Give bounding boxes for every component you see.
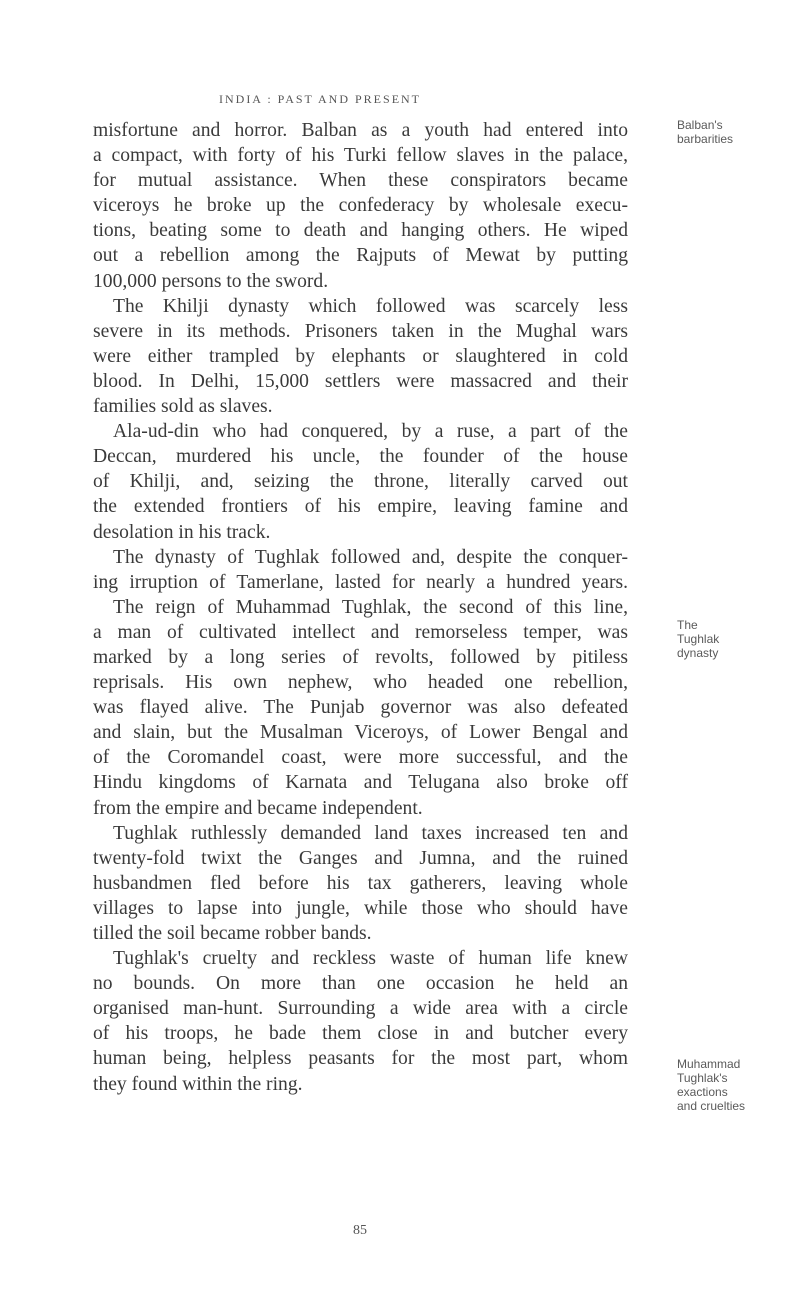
text-line: from the empire and became independent. <box>93 797 423 819</box>
text-line: the extended frontiers of his empire, leaving famine and <box>93 496 628 518</box>
text-line: of his troops, he bade them close in and butcher every <box>93 1023 628 1045</box>
text-line: 100,000 persons to the sword. <box>93 270 329 292</box>
text-line: marked by a long series of revolts, followed by pitiless <box>93 646 628 668</box>
text-line: of Khilji, and, seizing the throne, literally carved out <box>93 471 628 493</box>
text-line: were either trampled by elephants or slaughtered in cold <box>93 345 628 367</box>
text-line: The reign of Muhammad Tughlak, the second of this line, <box>113 596 628 618</box>
text-line: and slain, but the Musalman Viceroys, of Lower Bengal and <box>93 722 628 744</box>
text-line: The dynasty of Tughlak followed and, despite the conquer- <box>113 546 628 568</box>
margin-note-line: Tughlak <box>677 632 720 646</box>
margin-note-muhammad-tughlak <box>677 1057 787 1113</box>
margin-note-line: The <box>677 618 698 632</box>
margin-note-line: Muhammad <box>677 1057 741 1071</box>
text-line: no bounds. On more than one occasion he held an <box>93 973 628 995</box>
page-number: 85 <box>353 1223 367 1238</box>
text-line: Tughlak's cruelty and reckless waste of human life knew <box>113 948 628 970</box>
text-line: was flayed alive. The Punjab governor was also defeated <box>93 697 628 719</box>
text-line: misfortune and horror. Balban as a youth had entered into <box>93 120 628 141</box>
text-line: out a rebellion among the Rajputs of Mewat by putting <box>93 245 628 267</box>
text-line: a man of cultivated intellect and remorseless temper, was <box>93 621 628 643</box>
text-line: Hindu kingdoms of Karnata and Telugana also broke off <box>93 772 628 794</box>
margin-note-line: and cruelties <box>677 1099 746 1113</box>
text-line: Deccan, murdered his uncle, the founder of the house <box>93 446 628 468</box>
text-line: tions, beating some to death and hanging others. He wiped <box>93 220 628 242</box>
text-line: blood. In Delhi, 15,000 settlers were massacred and their <box>93 370 628 392</box>
margin-note-line: exactions <box>677 1085 728 1099</box>
text-line: desolation in his track. <box>93 521 271 543</box>
text-line: husbandmen fled before his tax gatherers, leaving whole <box>93 872 628 894</box>
margin-note-balban <box>677 118 787 146</box>
text-line: severe in its methods. Prisoners taken in the Mughal wars <box>93 320 628 342</box>
margin-note-tughlak-dynasty <box>677 618 787 660</box>
text-line: reprisals. His own nephew, who headed one rebellion, <box>93 672 628 694</box>
text-line: ing irruption of Tamerlane, lasted for nearly a hundred years. <box>93 571 628 593</box>
margin-note-line: dynasty <box>677 646 719 660</box>
text-line: The Khilji dynasty which followed was scarcely less <box>113 295 628 317</box>
text-line: of the Coromandel coast, were more successful, and the <box>93 747 628 769</box>
text-line: viceroys he broke up the confederacy by wholesale execu- <box>93 195 628 217</box>
text-line: twenty-fold twixt the Ganges and Jumna, and the ruined <box>93 847 628 869</box>
text-line: Tughlak ruthlessly demanded land taxes increased ten and <box>113 822 628 844</box>
margin-note-line: Balban's <box>677 118 723 132</box>
text-line: Ala-ud-din who had conquered, by a ruse, a part of the <box>113 421 628 443</box>
text-line: tilled the soil became robber bands. <box>93 923 372 944</box>
running-head: INDIA : PAST AND PRESENT <box>218 92 422 106</box>
text-line: a compact, with forty of his Turki fellow slaves in the palace, <box>93 145 628 167</box>
margin-note-line: Tughlak's <box>677 1071 728 1085</box>
margin-note-line: barbarities <box>677 132 734 146</box>
text-line: organised man-hunt. Surrounding a wide area with a circle <box>93 998 628 1020</box>
text-line: villages to lapse into jungle, while those who should have <box>93 897 628 919</box>
text-line: for mutual assistance. When these conspirators became <box>93 170 628 192</box>
text-line: human being, helpless peasants for the most part, whom <box>93 1048 628 1070</box>
text-line: they found within the ring. <box>93 1073 303 1095</box>
body-text <box>93 118 628 1097</box>
text-line: families sold as slaves. <box>93 396 273 418</box>
